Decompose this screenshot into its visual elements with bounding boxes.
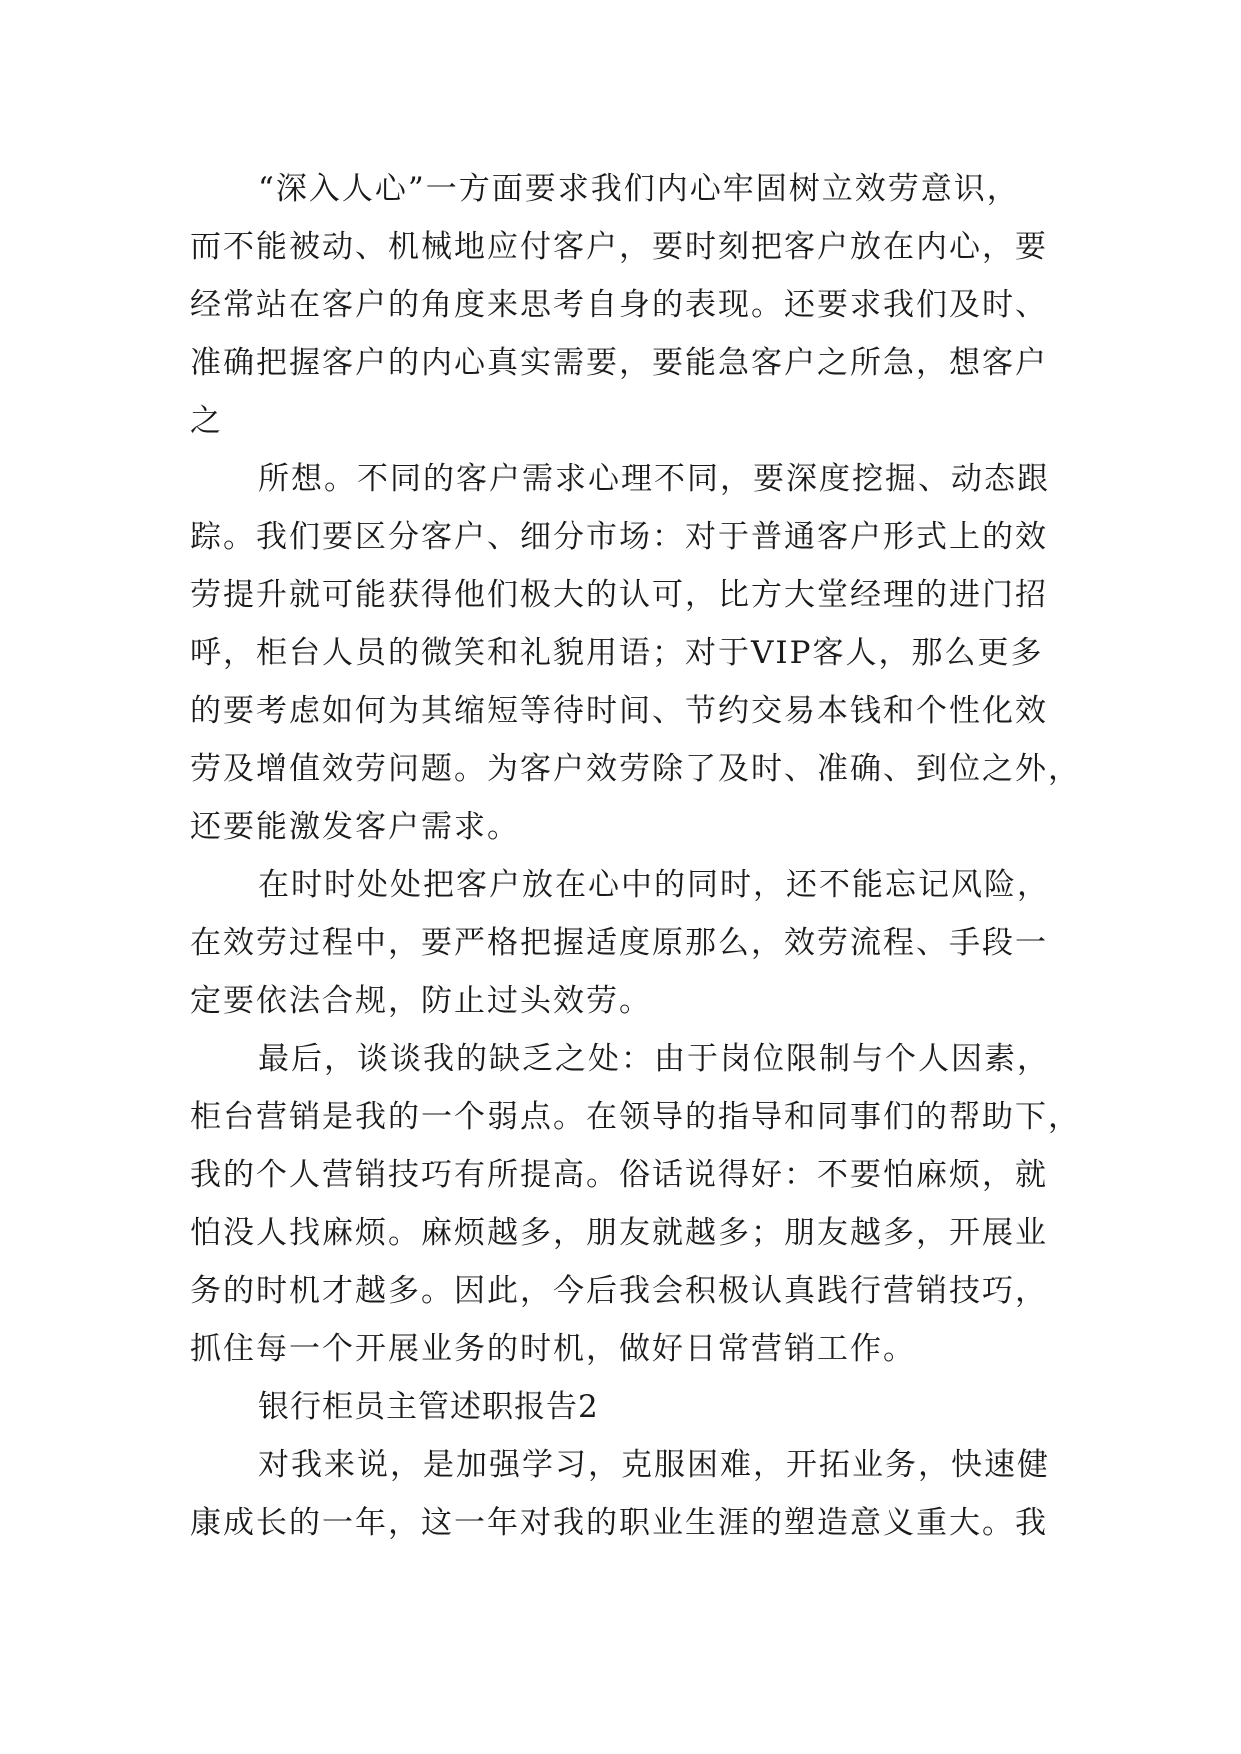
paragraph-line: 还要能激发客户需求。 (190, 809, 520, 845)
paragraph-line: 康成长的一年，这一年对我的职业生涯的塑造意义重大。我 (190, 1505, 1048, 1541)
paragraph-line: 而不能被动、机械地应付客户，要时刻把客户放在内心，要 (190, 229, 1048, 265)
paragraph-line: 对我来说，是加强学习，克服困难，开拓业务，快速健 (258, 1447, 1050, 1483)
paragraph-line: 怕没人找麻烦。麻烦越多，朋友就越多；朋友越多，开展业 (190, 1215, 1048, 1251)
paragraph-line: 务的时机才越多。因此，今后我会积极认真践行营销技巧， (190, 1273, 1048, 1309)
section-heading: 银行柜员主管述职报告2 (258, 1389, 599, 1425)
paragraph-line: 柜台营销是我的一个弱点。在领导的指导和同事们的帮助下， (190, 1099, 1081, 1135)
paragraph-line: 之 (190, 403, 223, 439)
paragraph-line: 经常站在客户的角度来思考自身的表现。还要求我们及时、 (190, 287, 1048, 323)
paragraph-line: 最后，谈谈我的缺乏之处：由于岗位限制与个人因素， (258, 1041, 1050, 1077)
paragraph-line: 劳及增值效劳问题。为客户效劳除了及时、准确、到位之外， (190, 751, 1081, 787)
paragraph-line: 踪。我们要区分客户、细分市场：对于普通客户形式上的效 (190, 519, 1048, 555)
paragraph-line: 抓住每一个开展业务的时机，做好日常营销工作。 (190, 1331, 916, 1367)
paragraph-line: 准确把握客户的内心真实需要，要能急客户之所急，想客户 (190, 345, 1048, 381)
paragraph-line: 的要考虑如何为其缩短等待时间、节约交易本钱和个性化效 (190, 693, 1048, 729)
paragraph-line: 定要依法合规，防止过头效劳。 (190, 983, 652, 1019)
paragraph-line: “深入人心”一方面要求我们内心牢固树立效劳意识， (258, 171, 1020, 207)
paragraph-line: 在效劳过程中，要严格把握适度原那么，效劳流程、手段一 (190, 925, 1048, 961)
paragraph-line: 我的个人营销技巧有所提高。俗话说得好：不要怕麻烦，就 (190, 1157, 1048, 1193)
paragraph-line: 在时时处处把客户放在心中的同时，还不能忘记风险， (258, 867, 1050, 903)
paragraph-line: 呼，柜台人员的微笑和礼貌用语；对于VIP客人，那么更多 (190, 635, 1044, 671)
paragraph-line: 所想。不同的客户需求心理不同，要深度挖掘、动态跟 (258, 461, 1050, 497)
document-body (190, 160, 1081, 1552)
paragraph-line: 劳提升就可能获得他们极大的认可，比方大堂经理的进门招 (190, 577, 1048, 613)
